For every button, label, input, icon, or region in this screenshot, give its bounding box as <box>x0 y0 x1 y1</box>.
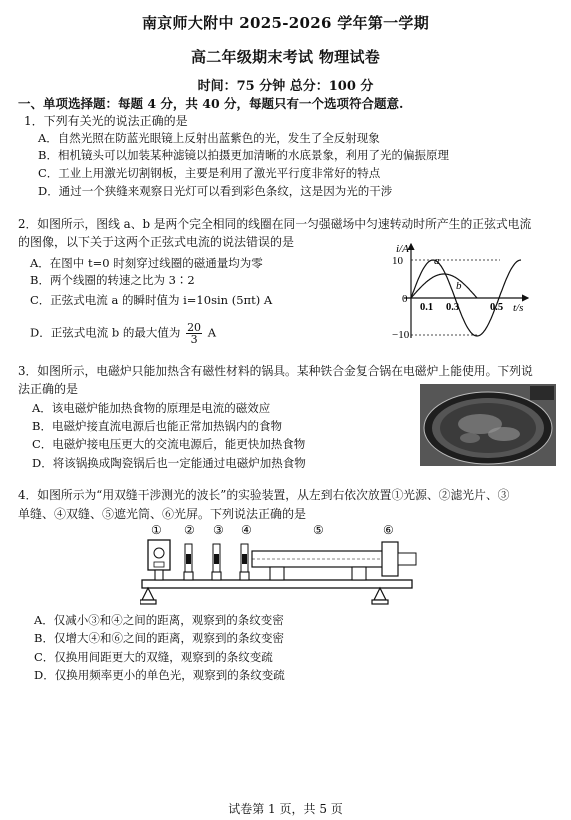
y-tick-positive: 10 <box>392 255 403 267</box>
label-double-slit: ④ <box>241 523 252 537</box>
exam-title-subject: 高二年级期末考试 物理试卷 <box>190 48 381 66</box>
q3-option-c: C．电磁炉接电压更大的交流电源后，能更快加热食物 <box>32 437 306 451</box>
q2-option-d-text: D．正弦式电流 b 的最大值为 <box>30 325 181 340</box>
x-axis-label: t/s <box>513 302 524 314</box>
q3-stem-line1: 3．如图所示，电磁炉只能加热含有磁性材料的锅具。某种铁合金复合锅在电磁炉上能使用。下列说 <box>18 364 533 378</box>
y-axis-label: i/A <box>396 243 409 255</box>
sine-current-graph <box>368 238 538 346</box>
label-screen: ⑥ <box>383 523 394 537</box>
label-tube: ⑤ <box>313 523 324 537</box>
q2-stem-line2: 的图像，以下关于这两个正弦式电流的说法错误的是 <box>18 235 295 249</box>
q4-option-d: D．仅换用频率更小的单色光，观察到的条纹变疏 <box>34 668 285 682</box>
q2-option-a: A．在图中 t=0 时刻穿过线圈的磁通量均为零 <box>30 256 263 270</box>
label-single-slit: ③ <box>213 523 224 537</box>
q2-option-b: B．两个线圈的转速之比为 3∶2 <box>30 273 195 287</box>
induction-cooker-photo <box>420 384 556 466</box>
q2-option-d <box>30 322 216 345</box>
curve-b-label: b <box>456 280 462 292</box>
curve-a-label: a <box>434 255 440 267</box>
exam-time-score: 时间：75 分钟 总分：100 分 <box>197 79 374 94</box>
q4-stem-line2: 单缝、④双缝、⑤遮光筒、⑥光屏。下列说法正确的是 <box>18 507 307 521</box>
optical-rail <box>142 580 412 588</box>
page-footer: 试卷第 1 页，共 5 页 <box>228 802 343 816</box>
x-tick-0-5: 0.5 <box>490 302 504 313</box>
label-filter: ② <box>184 523 195 537</box>
fraction-denominator: 3 <box>190 333 198 346</box>
q1-option-a: A．自然光照在防蓝光眼镜上反射出蓝紫色的光，发生了全反射现象 <box>38 131 380 145</box>
q4-stem-line1: 4．如图所示为“用双缝干涉测光的波长”的实验装置，从左到右依次放置①光源、②滤光片、③ <box>18 488 510 502</box>
q3-option-a: A．该电磁炉能加热食物的原理是电流的磁效应 <box>32 401 271 415</box>
q1-option-c: C．工业上用激光切割钢板，主要是利用了激光平行度非常好的特点 <box>38 166 381 180</box>
q3-option-b: B．电磁炉接直流电源后也能正常加热锅内的食物 <box>32 419 282 433</box>
q1-stem: 1．下列有关光的说法正确的是 <box>24 114 188 128</box>
q1-option-b: B．相机镜头可以加装某种滤镜以拍摄更加清晰的水底景象，利用了光的偏振原理 <box>38 148 449 162</box>
q2-option-c: C．正弦式电流 a 的瞬时值为 i=10sin (5πt) A <box>30 293 273 307</box>
curve-b <box>411 274 477 298</box>
double-slit-apparatus <box>140 520 425 612</box>
y-tick-negative: −10 <box>392 329 410 341</box>
section-heading: 一、单项选择题：每题 4 分，共 40 分，每题只有一个选项符合题意. <box>18 96 404 111</box>
fraction <box>186 322 202 345</box>
q4-option-b: B．仅增大④和⑥之间的距离，观察到的条纹变密 <box>34 631 284 645</box>
q3-stem-line2: 法正确的是 <box>18 382 79 396</box>
q1-option-d: D．通过一个狭缝来观察日光灯可以看到彩色条纹，这是因为光的干涉 <box>38 184 393 198</box>
q2-stem-line1: 2．如图所示，图线 a、b 是两个完全相同的线圈在同一匀强磁场中匀速转动时所产生的正弦式电流 <box>18 217 532 231</box>
q2-option-d-unit: A <box>207 325 217 340</box>
label-light-source: ① <box>151 523 162 537</box>
x-tick-0-3: 0.3 <box>446 302 460 313</box>
q4-option-c: C．仅换用间距更大的双缝，观察到的条纹变疏 <box>34 650 273 664</box>
origin-label: 0 <box>402 293 408 305</box>
q3-option-d: D．将该锅换成陶瓷锅后也一定能通过电磁炉加热食物 <box>32 456 306 470</box>
screen <box>382 542 398 576</box>
q4-option-a: A．仅减小③和④之间的距离，观察到的条纹变密 <box>34 613 284 627</box>
x-tick-0-1: 0.1 <box>420 302 434 313</box>
fraction-numerator: 20 <box>187 321 202 334</box>
exam-title-school: 南京师大附中 2025-2026 学年第一学期 <box>141 14 430 32</box>
